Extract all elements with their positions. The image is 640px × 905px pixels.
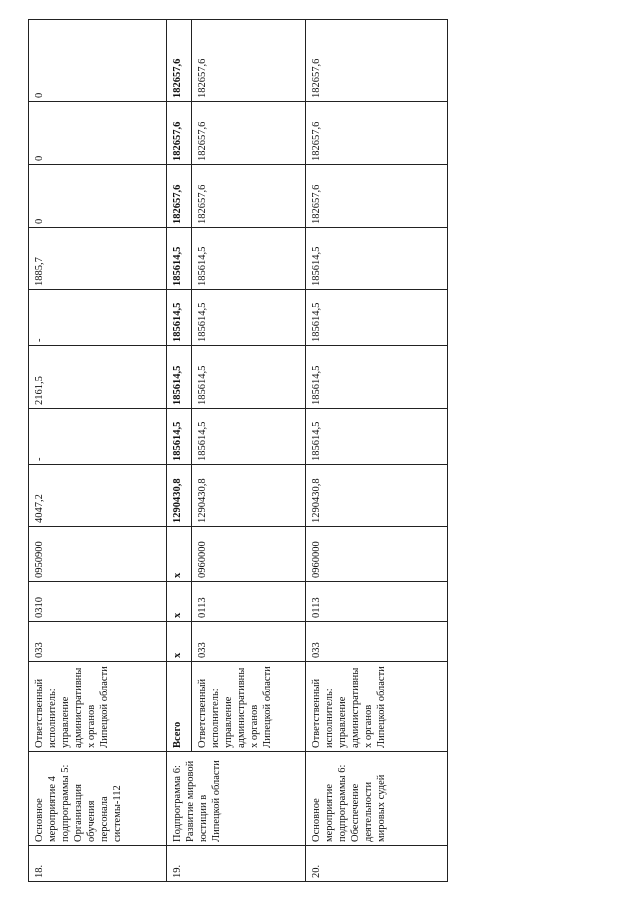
- executor: Ответственный исполнитель: управление административных органов Липецкой области: [192, 662, 306, 752]
- value-year-6: 0: [29, 102, 167, 165]
- value-year-7: 182657,6: [192, 20, 306, 102]
- value-year-1: 185614,5: [192, 409, 306, 465]
- program-name: Основное мероприятие 4 подпрограммы 5: Организация обучения персонала системы-112: [29, 752, 167, 846]
- csr-code: х: [166, 527, 192, 582]
- value-year-4: 1885,7: [29, 228, 167, 290]
- grbs-code: 033: [29, 622, 167, 662]
- row-number: 18.: [29, 846, 167, 882]
- value-year-7: 182657,6: [306, 20, 448, 102]
- value-year-1: 185614,5: [166, 409, 192, 465]
- rzpr-code: 0113: [192, 582, 306, 622]
- table-row-18: [29, 20, 167, 882]
- value-year-3: -: [29, 290, 167, 346]
- value-year-4: 185614,5: [306, 228, 448, 290]
- executor: Ответственный исполнитель: управление административных органов Липецкой области: [29, 662, 167, 752]
- row-number: 20.: [306, 846, 448, 882]
- rzpr-code: 0113: [306, 582, 448, 622]
- program-name: Основное мероприятие подпрограммы 6: Обеспечение деятельности мировых судей: [306, 752, 448, 846]
- csr-code: 0960000: [192, 527, 306, 582]
- value-year-6: 182657,6: [306, 102, 448, 165]
- value-year-6: 182657,6: [192, 102, 306, 165]
- value-year-5: 182657,6: [166, 165, 192, 228]
- value-total: 1290430,8: [166, 465, 192, 527]
- value-year-2: 2161,5: [29, 346, 167, 409]
- value-year-7: 0: [29, 20, 167, 102]
- value-year-5: 182657,6: [306, 165, 448, 228]
- value-year-4: 185614,5: [166, 228, 192, 290]
- table-row-20: [306, 20, 448, 882]
- value-total: 1290430,8: [306, 465, 448, 527]
- value-total: 4047,2: [29, 465, 167, 527]
- rzpr-code: 0310: [29, 582, 167, 622]
- value-year-3: 185614,5: [166, 290, 192, 346]
- csr-code: 0950900: [29, 527, 167, 582]
- value-year-3: 185614,5: [192, 290, 306, 346]
- budget-table: [28, 19, 448, 882]
- grbs-code: 033: [306, 622, 448, 662]
- row-number: 19.: [166, 846, 306, 882]
- value-year-3: 185614,5: [306, 290, 448, 346]
- value-year-1: 185614,5: [306, 409, 448, 465]
- value-year-5: 0: [29, 165, 167, 228]
- value-year-7: 182657,6: [166, 20, 192, 102]
- value-year-6: 182657,6: [166, 102, 192, 165]
- executor: Ответственный исполнитель: управление административных органов Липецкой области: [306, 662, 448, 752]
- program-name: Подпрограмма 6: Развитие мировой юстиции в Липецкой области: [166, 752, 306, 846]
- value-year-2: 185614,5: [166, 346, 192, 409]
- value-year-2: 185614,5: [192, 346, 306, 409]
- grbs-code: х: [166, 622, 192, 662]
- table-row-19-total: [166, 20, 192, 882]
- rzpr-code: х: [166, 582, 192, 622]
- rotated-page: [28, 20, 448, 882]
- value-total: 1290430,8: [192, 465, 306, 527]
- grbs-code: 033: [192, 622, 306, 662]
- executor: Всего: [166, 662, 192, 752]
- value-year-2: 185614,5: [306, 346, 448, 409]
- value-year-4: 185614,5: [192, 228, 306, 290]
- value-year-1: -: [29, 409, 167, 465]
- value-year-5: 182657,6: [192, 165, 306, 228]
- csr-code: 0960000: [306, 527, 448, 582]
